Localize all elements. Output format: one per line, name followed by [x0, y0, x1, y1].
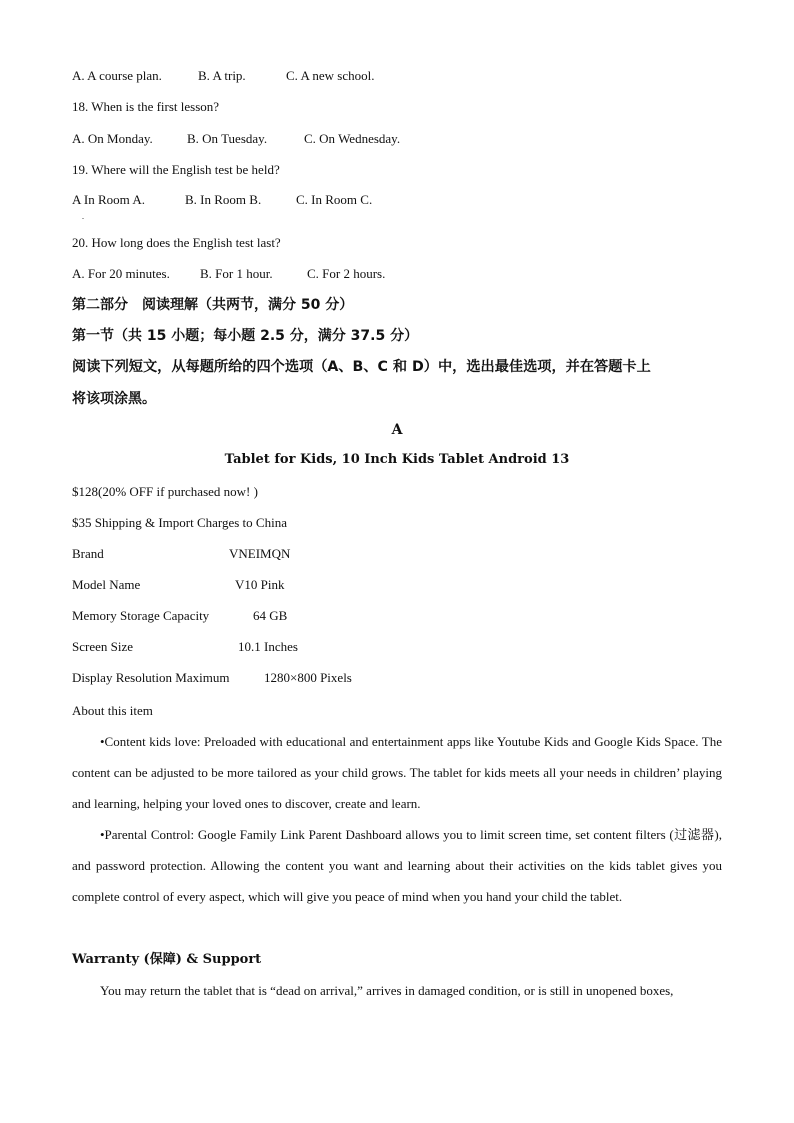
q19-option-c: C. In Room C. — [296, 192, 373, 207]
price-text: $128(20% OFF if purchased now! ) — [72, 484, 258, 499]
q19-option-b: B. In Room B. — [185, 192, 262, 207]
q20-options — [72, 265, 385, 283]
passage-letter: A — [391, 422, 403, 438]
q17-option-a: A. A course plan. — [72, 68, 162, 83]
spec-label-screen: Screen Size — [72, 639, 134, 654]
spec-value-brand: VNEIMQN — [229, 546, 291, 561]
bullet-content-paragraph: •Content kids love: Preloaded with educational and entertainment apps like Youtube Kids and Google Kids Space. The content can be adjusted to be more tailored as your child grows. The tablet for kids meets all your needs in children’ playing and learning, helping your loved ones to discover, create and learn. — [72, 734, 722, 811]
spec-label-model: Model Name — [72, 577, 141, 592]
q19-options — [72, 191, 372, 209]
spec-label-memory: Memory Storage Capacity — [72, 608, 210, 623]
shipping-text: $35 Shipping & Import Charges to China — [72, 515, 287, 530]
q18-options — [72, 130, 400, 148]
spec-value-model: V10 Pink — [235, 577, 285, 592]
instruction-line-1: 阅读下列短文，从每题所给的四个选项（A、B、C 和 D）中，选出最佳选项，并在答题卡上 — [72, 359, 651, 375]
q18-option-b: B. On Tuesday. — [187, 131, 268, 146]
passage-title: Tablet for Kids, 10 Inch Kids Tablet Android 13 — [224, 452, 570, 467]
q18-option-c: C. On Wednesday. — [304, 131, 401, 146]
q20-question: 20. How long does the English test last? — [72, 235, 281, 250]
spec-label-brand: Brand — [72, 546, 104, 561]
spec-value-memory: 64 GB — [253, 608, 288, 623]
q19-option-a: A In Room A. — [72, 192, 145, 207]
q20-option-b: B. For 1 hour. — [200, 266, 273, 281]
about-heading: About this item — [72, 703, 153, 718]
q17-option-b: B. A trip. — [198, 68, 246, 83]
part2-heading: 第二部分 阅读理解（共两节，满分 50 分） — [72, 297, 354, 313]
warranty-text: You may return the tablet that is “dead on arrival,” arrives in damaged condition, or is still in unopened boxes, — [100, 983, 674, 998]
warranty-heading: Warranty (保障) & Support — [72, 952, 262, 967]
part2-section1-heading: 第一节（共 15 小题；每小题 2.5 分，满分 37.5 分） — [72, 328, 419, 344]
q20-option-c: C. For 2 hours. — [307, 266, 386, 281]
instruction-line-2: 将该项涂黑。 — [72, 391, 156, 407]
spec-label-resolution: Display Resolution Maximum — [72, 670, 230, 685]
q18-option-a: A. On Monday. — [72, 131, 153, 146]
q17-option-c: C. A new school. — [286, 68, 375, 83]
bullet-parental-paragraph: •Parental Control: Google Family Link Parent Dashboard allows you to limit screen time, set content filters (过滤器), and password protection. Allowing the content you want and learning about their activities on the kids tablet gives you complete control of every aspect, which will give you peace of mind when you hand your child the tablet. — [72, 827, 722, 904]
spec-value-screen: 10.1 Inches — [238, 639, 298, 654]
q17-options — [72, 67, 374, 85]
q20-option-a: A. For 20 minutes. — [72, 266, 170, 281]
q18-question: 18. When is the first lesson? — [72, 99, 220, 114]
spec-value-resolution: 1280×800 Pixels — [264, 670, 352, 685]
q19-question: 19. Where will the English test be held? — [72, 162, 280, 177]
stray-dot: . — [82, 212, 84, 221]
